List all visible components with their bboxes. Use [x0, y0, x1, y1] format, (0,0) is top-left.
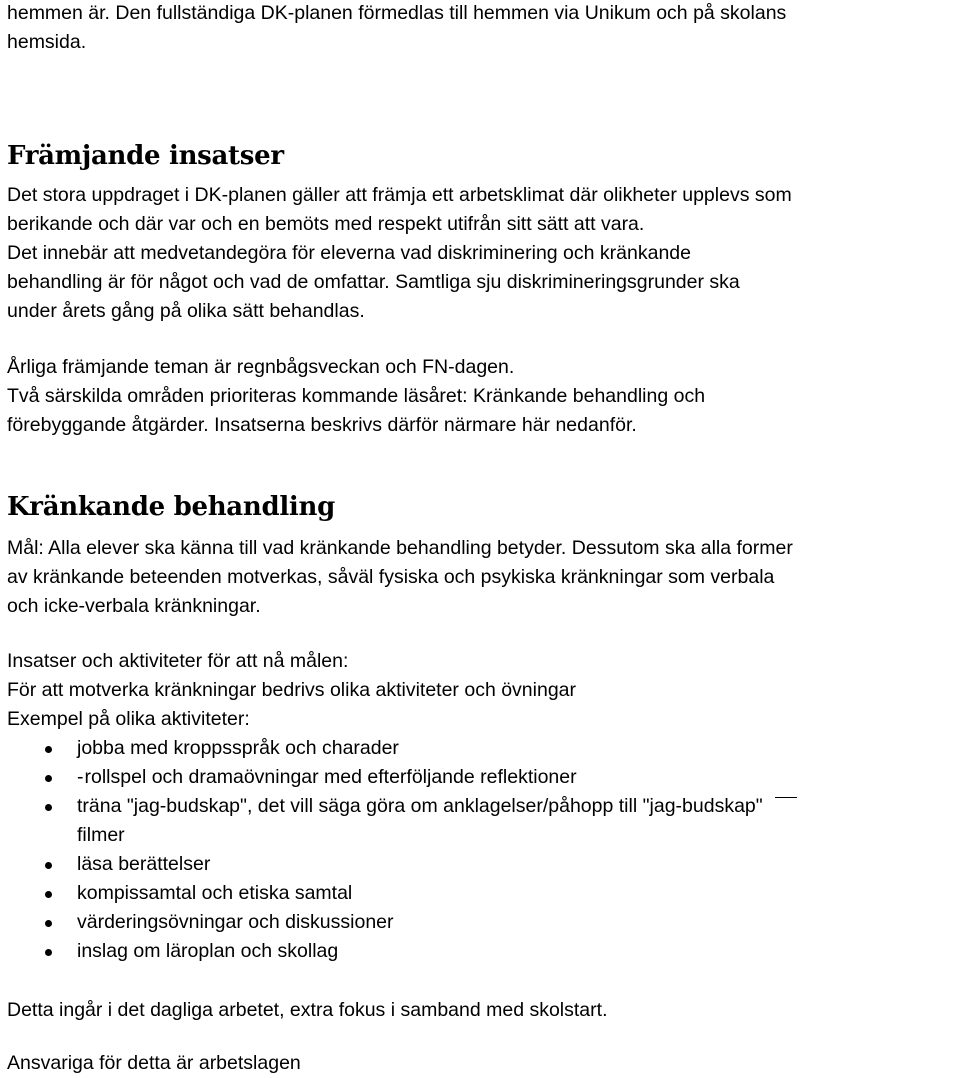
list-item	[7, 937, 957, 966]
heading-krankande-behandling: Kränkande behandling	[7, 492, 335, 522]
text-line: Det innebär att medvetandegöra för eleverna vad diskriminering och kränkande	[7, 242, 691, 264]
intro-line-1: hemmen är. Den fullständiga DK-planen förmedlas till hemmen via Unikum och på skolans	[7, 2, 787, 24]
list-item-text: träna "jag-budskap", det vill säga göra om anklagelser/påhopp till "jag-budskap"	[77, 795, 763, 817]
paragraph-insatser	[7, 647, 957, 734]
list-item-text: filmer	[77, 824, 125, 846]
text-line: Mål: Alla elever ska känna till vad kränkande behandling betyder. Dessutom ska alla former	[7, 537, 793, 559]
bullet-icon	[45, 775, 52, 782]
activities-list	[7, 734, 957, 966]
paragraph-uppdraget	[7, 181, 957, 326]
text-line: Exempel på olika aktiviteter:	[7, 708, 250, 730]
list-item-continuation	[7, 821, 957, 850]
list-item	[7, 879, 957, 908]
list-item-text: jobba med kroppsspråk och charader	[77, 737, 399, 759]
text-line: För att motverka kränkningar bedrivs olika aktiviteter och övningar	[7, 679, 577, 701]
text-line: Årliga främjande teman är regnbågsveckan och FN-dagen.	[7, 356, 515, 378]
list-item-text: inslag om läroplan och skollag	[77, 940, 339, 962]
list-item	[7, 850, 957, 879]
text-line: Det stora uppdraget i DK-planen gäller att främja ett arbetsklimat där olikheter upplevs som	[7, 184, 792, 206]
bullet-icon	[45, 891, 52, 898]
stray-mark: -	[77, 766, 84, 788]
daily-work-note: Detta ingår i det dagliga arbetet, extra fokus i samband med skolstart.	[7, 999, 608, 1021]
dash-mark	[775, 797, 797, 798]
list-item	[7, 792, 957, 821]
list-item-text: kompissamtal och etiska samtal	[77, 882, 353, 904]
list-item-text: rollspel och dramaövningar med efterföljande reflektioner	[84, 766, 577, 788]
text-line: av kränkande beteenden motverkas, såväl fysiska och psykiska kränkningar som verbala	[7, 566, 775, 588]
list-item	[7, 763, 957, 792]
paragraph-mal	[7, 534, 957, 621]
text-line: berikande och där var och en bemöts med respekt utifrån sitt sätt att vara.	[7, 213, 645, 235]
bullet-icon	[45, 949, 52, 956]
bullet-icon	[45, 862, 52, 869]
list-item	[7, 908, 957, 937]
list-item-text: värderingsövningar och diskussioner	[77, 911, 394, 933]
text-line: Insatser och aktiviteter för att nå målen:	[7, 650, 349, 672]
paragraph-teman	[7, 353, 957, 440]
bullet-icon	[45, 920, 52, 927]
text-line: förebyggande åtgärder. Insatserna beskrivs därför närmare här nedanför.	[7, 414, 637, 436]
list-item	[7, 734, 957, 763]
responsible-note: Ansvariga för detta är arbetslagen	[7, 1052, 301, 1074]
heading-framjande-insatser: Främjande insatser	[7, 141, 284, 171]
list-item-text: läsa berättelser	[77, 853, 211, 875]
text-line: och icke-verbala kränkningar.	[7, 595, 261, 617]
bullet-icon	[45, 804, 52, 811]
intro-line-2: hemsida.	[7, 31, 87, 53]
document-page	[7, 0, 957, 1078]
text-line: behandling är för något och vad de omfattar. Samtliga sju diskrimineringsgrunder ska	[7, 271, 740, 293]
text-line: under årets gång på olika sätt behandlas.	[7, 300, 365, 322]
text-line: Två särskilda områden prioriteras kommande läsåret: Kränkande behandling och	[7, 385, 706, 407]
bullet-icon	[45, 746, 52, 753]
